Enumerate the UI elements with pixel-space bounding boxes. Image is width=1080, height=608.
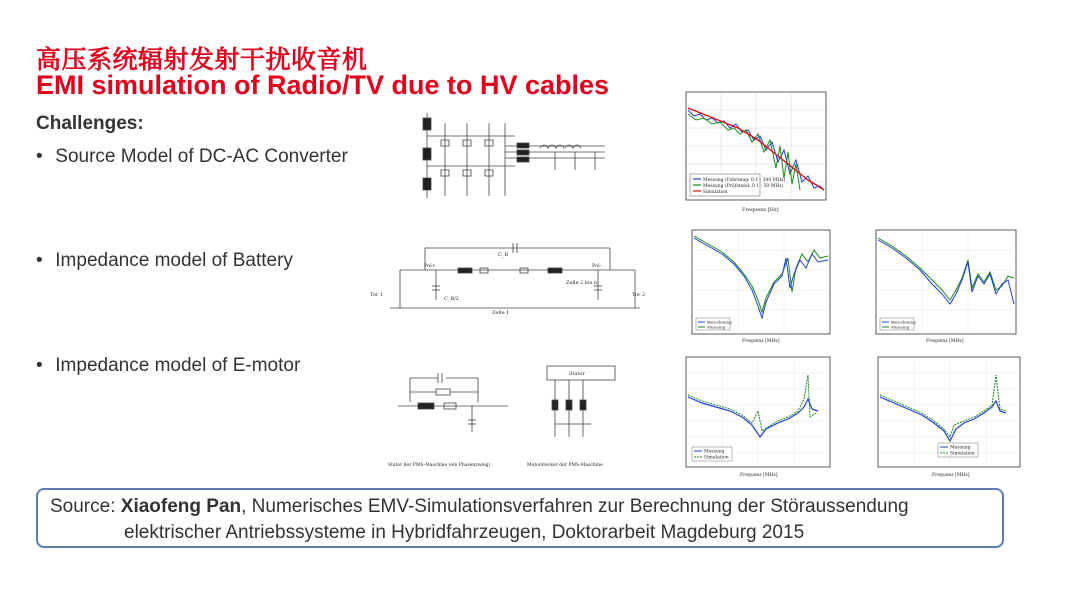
battery-a-x-label: Frequenz [MHz] xyxy=(742,339,780,344)
motor-a-legend-1: Messung xyxy=(704,449,725,455)
battery-cb-label: C_B xyxy=(498,252,508,258)
challenges-heading: Challenges: xyxy=(36,113,144,134)
motor-b-legend-2: Simulation xyxy=(950,451,975,457)
motor-impedance-plot-b xyxy=(858,355,1024,480)
bullet-item-battery xyxy=(36,250,293,272)
bullet-item-converter xyxy=(36,146,348,168)
source-label: Source: xyxy=(50,496,121,517)
converter-circuit-diagram xyxy=(405,108,615,203)
battery-zelle1: Zelle 1 xyxy=(492,310,510,316)
bullet-dot: • xyxy=(36,355,43,376)
converter-x-label: Frequenz [Hz] xyxy=(742,207,779,213)
battery-a-legend-1: Berechnung xyxy=(707,319,732,325)
bullet-text: Source Model of DC-AC Converter xyxy=(55,146,348,167)
source-line-1 xyxy=(50,496,909,518)
battery-cb2-left: C_B/2 xyxy=(444,296,459,302)
bullet-text: Impedance model of E-motor xyxy=(55,355,301,376)
motor-connector-caption: Motorstecker der PMS-Maschine xyxy=(527,463,603,468)
bullet-text: Impedance model of Battery xyxy=(55,250,293,271)
page-title-english: EMI simulation of Radio/TV due to HV cables xyxy=(36,70,610,100)
motor-stator-circuit xyxy=(388,362,523,472)
source-title-part1: , Numerisches EMV-Simulationsverfahren zur Berechnung der Störaussendung xyxy=(241,496,909,517)
battery-tor2: Tor 2 xyxy=(632,292,646,298)
motor-b-x-label: Frequenz [MHz] xyxy=(932,473,970,478)
battery-impedance-plot-b xyxy=(862,228,1020,346)
battery-pol-minus: Pol- xyxy=(592,263,602,269)
motor-impedance-plot-a xyxy=(662,355,834,480)
source-author: Xiaofeng Pan xyxy=(120,496,242,517)
source-citation-box xyxy=(36,488,1004,548)
bullet-dot: • xyxy=(36,250,43,271)
battery-b-legend-1: Berechnung xyxy=(891,319,916,325)
converter-legend-1: Messung (Fahrzeug: 0.1 - 300 MHz) xyxy=(703,178,786,183)
bullet-item-emotor xyxy=(36,355,300,377)
battery-a-legend-2: Messung xyxy=(707,324,726,330)
converter-legend-2: Messung (Prüfstand: 0.1 - 50 MHz) xyxy=(703,184,784,189)
converter-emission-plot xyxy=(672,90,830,215)
motor-b-legend-1: Messung xyxy=(950,445,971,451)
motor-stator-box-label: Stator xyxy=(569,371,585,377)
converter-legend-3: Simulation xyxy=(703,190,728,195)
motor-a-legend-2: Simulation xyxy=(704,455,729,461)
battery-circuit-diagram xyxy=(370,238,655,318)
battery-pol-plus: Pol+ xyxy=(424,263,436,269)
motor-connector-circuit xyxy=(525,362,625,472)
battery-b-x-label: Frequenz [MHz] xyxy=(926,339,964,344)
motor-stator-caption: Stator der PMS-Maschine (ein Phasenzweig) xyxy=(388,463,491,468)
battery-impedance-plot-a xyxy=(678,228,834,346)
battery-tor1: Tor 1 xyxy=(370,292,384,298)
motor-a-x-label: Frequenz [MHz] xyxy=(740,473,778,478)
bullet-dot: • xyxy=(36,146,43,167)
battery-zelle2n: Zelle 2 bis n xyxy=(566,280,598,286)
source-line-2: elektrischer Antriebssysteme in Hybridfahrzeugen, Doktorarbeit Magdeburg 2015 xyxy=(124,522,805,543)
page-title-chinese: 高压系统辐射发射干扰收音机 xyxy=(36,45,368,74)
battery-b-legend-2: Messung xyxy=(891,324,910,330)
